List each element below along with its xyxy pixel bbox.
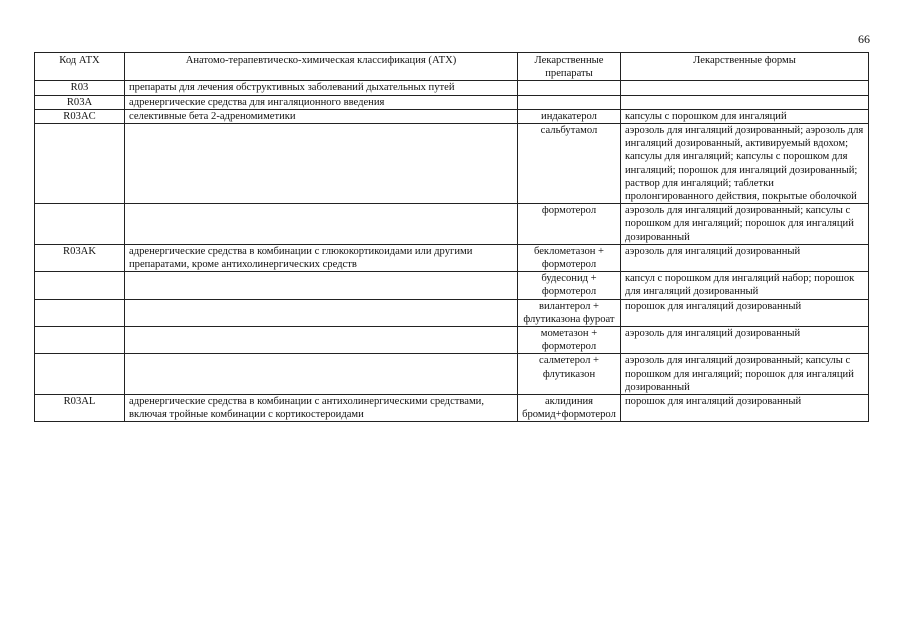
- dosage-forms: аэрозоль для ингаляций дозированный; аэрозоль для ингаляций дозированный, активируемый вдохом; капсулы для ингаляций; капсулы с порошком для ингаляций; порошок для ингаляций дозированный; раствор для ингаляций; таблетки пролонгированного действия, покрытые оболочкой: [621, 124, 869, 204]
- atx-classification: [125, 272, 518, 299]
- dosage-forms: порошок для ингаляций дозированный: [621, 395, 869, 422]
- atx-classification: [125, 354, 518, 395]
- atx-classification: селективные бета 2-адреномиметики: [125, 109, 518, 123]
- dosage-forms: аэрозоль для ингаляций дозированный; капсулы с порошком для ингаляций; порошок для ингаляций дозированный: [621, 204, 869, 245]
- atx-code: R03: [35, 81, 125, 95]
- drug-name: мометазон + формотерол: [518, 327, 621, 354]
- page-number: 66: [858, 32, 870, 46]
- atx-code: R03AL: [35, 395, 125, 422]
- drug-name: [518, 81, 621, 95]
- table-row: [35, 395, 869, 422]
- atx-code: R03AC: [35, 109, 125, 123]
- drug-name: индакатерол: [518, 109, 621, 123]
- table-row: [35, 204, 869, 245]
- atx-code: [35, 299, 125, 326]
- table-row: [35, 272, 869, 299]
- atx-classification: [125, 327, 518, 354]
- header-code: Код АТХ: [35, 53, 125, 81]
- dosage-forms: капсул с порошком для ингаляций набор; порошок для ингаляций дозированный: [621, 272, 869, 299]
- dosage-forms: [621, 95, 869, 109]
- table-row: [35, 95, 869, 109]
- atx-classification: препараты для лечения обструктивных заболеваний дыхательных путей: [125, 81, 518, 95]
- drug-name: [518, 95, 621, 109]
- table-row: [35, 327, 869, 354]
- atx-classification: адренергические средства в комбинации с глюкокортикоидами или другими препаратами, кроме антихолинергических средств: [125, 244, 518, 271]
- atx-classification: [125, 124, 518, 204]
- table-header-row: [35, 53, 869, 81]
- dosage-forms: аэрозоль для ингаляций дозированный: [621, 327, 869, 354]
- atx-code: [35, 327, 125, 354]
- atx-classification: адренергические средства в комбинации с антихолинергическими средствами, включая тройные комбинации с кортикостероидами: [125, 395, 518, 422]
- atx-code: [35, 354, 125, 395]
- atx-classification: [125, 299, 518, 326]
- header-classification: Анатомо-терапевтическо-химическая классификация (АТХ): [125, 53, 518, 81]
- drug-name: вилантерол + флутиказона фуроат: [518, 299, 621, 326]
- table-row: [35, 124, 869, 204]
- atx-code: [35, 272, 125, 299]
- dosage-forms: аэрозоль для ингаляций дозированный: [621, 244, 869, 271]
- atx-classification: [125, 204, 518, 245]
- atx-code: R03AK: [35, 244, 125, 271]
- atx-classification-table: [34, 52, 869, 422]
- table-row: [35, 244, 869, 271]
- dosage-forms: аэрозоль для ингаляций дозированный; капсулы с порошком для ингаляций; порошок для ингаляций дозированный: [621, 354, 869, 395]
- dosage-forms: капсулы с порошком для ингаляций: [621, 109, 869, 123]
- table-row: [35, 299, 869, 326]
- table-row: [35, 81, 869, 95]
- drug-name: формотерол: [518, 204, 621, 245]
- drug-name: сальбутамол: [518, 124, 621, 204]
- atx-code: R03A: [35, 95, 125, 109]
- header-forms: Лекарственные формы: [621, 53, 869, 81]
- table-row: [35, 109, 869, 123]
- drug-name: беклометазон + формотерол: [518, 244, 621, 271]
- atx-code: [35, 124, 125, 204]
- drug-name: будесонид + формотерол: [518, 272, 621, 299]
- atx-classification: адренергические средства для ингаляционного введения: [125, 95, 518, 109]
- drug-name: салметерол + флутиказон: [518, 354, 621, 395]
- drug-name: аклидиния бромид+формотерол: [518, 395, 621, 422]
- dosage-forms: порошок для ингаляций дозированный: [621, 299, 869, 326]
- table-row: [35, 354, 869, 395]
- header-drugs: Лекарственные препараты: [518, 53, 621, 81]
- dosage-forms: [621, 81, 869, 95]
- atx-code: [35, 204, 125, 245]
